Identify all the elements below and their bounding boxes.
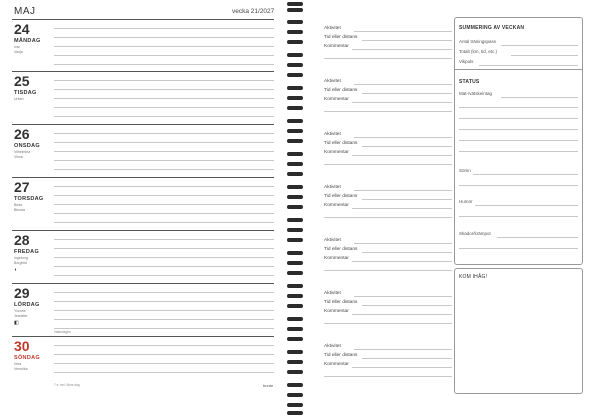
writing-line[interactable] (54, 372, 274, 373)
comment-label: Kommentar (324, 309, 349, 314)
ring-icon (287, 119, 303, 123)
day-number: 30 (14, 338, 30, 354)
ring-icon (287, 261, 303, 265)
writing-line (354, 190, 452, 191)
writing-line (324, 376, 452, 377)
ring-icon (287, 195, 303, 199)
ring-icon (287, 8, 303, 12)
summary-title: SUMMERING AV VECKAN (459, 25, 525, 31)
comment-extra-row[interactable] (324, 371, 452, 381)
name-day-2: Borghild (14, 261, 27, 265)
writing-line[interactable] (54, 55, 274, 56)
comment-label: Kommentar (324, 44, 349, 49)
ring-icon (287, 53, 303, 57)
status-field-injuries: Skador/krämpor (459, 231, 492, 236)
comment-label: Kommentar (324, 150, 349, 155)
ring-icon (287, 152, 303, 156)
writing-line (354, 243, 452, 244)
writing-line[interactable] (54, 266, 274, 267)
writing-line[interactable] (54, 37, 274, 38)
ring-icon (287, 350, 303, 354)
ring-icon (287, 393, 303, 397)
day-name: TISDAG (14, 90, 37, 96)
comment-label: Kommentar (324, 97, 349, 102)
spiral-binding (285, 0, 305, 418)
ring-icon (287, 327, 303, 331)
ring-icon (287, 251, 303, 255)
time-label: Tid eller distans (324, 247, 358, 252)
name-day-1: Ivar (14, 45, 20, 49)
brand-logo: burde (263, 383, 274, 388)
ring-icon (287, 337, 303, 341)
writing-line (354, 349, 452, 350)
day-number: 26 (14, 126, 30, 142)
ring-icon (287, 106, 303, 110)
day-separator (12, 177, 274, 178)
writing-line[interactable] (54, 28, 274, 29)
ring-icon (287, 271, 303, 275)
day-name: FREDAG (14, 249, 40, 255)
writing-line[interactable] (473, 174, 578, 175)
week-footnote: 7 e. trel. Mors dag (54, 383, 80, 387)
day-separator (12, 230, 274, 231)
ring-icon (287, 63, 303, 67)
ring-icon (287, 2, 303, 6)
ring-icon (287, 238, 303, 242)
writing-line (362, 40, 452, 41)
ring-icon (287, 185, 303, 189)
writing-line[interactable] (54, 89, 274, 90)
day-block-25 (0, 71, 284, 124)
writing-line[interactable] (54, 222, 274, 223)
writing-line (354, 137, 452, 138)
day-number: 27 (14, 179, 30, 195)
writing-line (324, 217, 452, 218)
ring-icon (287, 403, 303, 407)
day-block-28 (0, 230, 284, 283)
writing-line[interactable] (54, 98, 274, 99)
day-separator (12, 71, 274, 72)
name-day-2: Vilma (14, 155, 23, 159)
right-page (306, 0, 590, 418)
time-label: Tid eller distans (324, 35, 358, 40)
week-label: vecka 21/2027 (232, 8, 275, 15)
writing-line[interactable] (459, 118, 578, 119)
writing-line (352, 208, 452, 209)
day-separator (12, 336, 274, 337)
ring-icon (287, 96, 303, 100)
reminder-box[interactable] (454, 268, 583, 394)
writing-line[interactable] (54, 195, 274, 196)
ring-icon (287, 294, 303, 298)
name-day-2: Blenda (14, 208, 25, 212)
writing-line[interactable] (54, 64, 274, 65)
writing-line[interactable] (54, 310, 274, 311)
name-day-1: Ingeborg (14, 256, 28, 260)
writing-line[interactable] (459, 248, 578, 249)
writing-line (354, 296, 452, 297)
day-separator (12, 283, 274, 284)
time-label: Tid eller distans (324, 88, 358, 93)
writing-line[interactable] (497, 237, 578, 238)
writing-line (362, 358, 452, 359)
writing-line[interactable] (54, 204, 274, 205)
status-field-mood: Humör (459, 199, 473, 204)
writing-line (362, 252, 452, 253)
day-name: MÅNDAG (14, 38, 41, 44)
writing-line[interactable] (54, 239, 274, 240)
activity-label: Aktivitet (324, 132, 341, 137)
writing-line[interactable] (475, 205, 578, 206)
status-field-sleep: Sömn (459, 168, 471, 173)
writing-line (362, 199, 452, 200)
ring-icon (287, 304, 303, 308)
writing-line (324, 164, 452, 165)
writing-line[interactable] (54, 257, 274, 258)
writing-line (352, 49, 452, 50)
writing-line[interactable] (54, 46, 274, 47)
ring-icon (287, 20, 303, 24)
writing-line (352, 102, 452, 103)
comment-extra-row[interactable] (324, 53, 452, 63)
writing-line[interactable] (54, 248, 274, 249)
writing-line (352, 367, 452, 368)
activity-label: Aktivitet (324, 291, 341, 296)
activity-label: Aktivitet (324, 79, 341, 84)
ring-icon (287, 73, 303, 77)
writing-line[interactable] (54, 319, 274, 320)
ring-icon (287, 228, 303, 232)
ring-icon (287, 317, 303, 321)
comment-label: Kommentar (324, 362, 349, 367)
name-day-1: Yvonne (14, 309, 26, 313)
day-number: 28 (14, 232, 30, 248)
writing-line[interactable] (501, 45, 578, 46)
writing-line (324, 323, 452, 324)
activity-label: Aktivitet (324, 26, 341, 31)
summary-field-total: Totalt (km, tid, etc.) (459, 49, 498, 54)
day-block-30 (0, 336, 284, 389)
writing-line[interactable] (459, 129, 578, 130)
name-day-1: Urban (14, 97, 24, 101)
ring-icon (287, 129, 303, 133)
comment-extra-row[interactable] (324, 212, 452, 222)
month-title: MAJ (14, 6, 36, 17)
day-number: 29 (14, 285, 30, 301)
left-page (0, 0, 284, 418)
ring-icon (287, 162, 303, 166)
comment-label: Kommentar (324, 256, 349, 261)
writing-line (324, 270, 452, 271)
day-separator (12, 124, 274, 125)
section-divider (455, 69, 582, 70)
day-block-27 (0, 177, 284, 230)
summary-field-pulse: Vikpuls (459, 59, 474, 64)
ring-icon (287, 218, 303, 222)
writing-line[interactable] (479, 65, 578, 66)
writing-line (352, 261, 452, 262)
day-name: ONSDAG (14, 143, 40, 149)
activity-label: Aktivitet (324, 185, 341, 190)
ring-icon (287, 172, 303, 176)
time-label: Tid eller distans (324, 141, 358, 146)
writing-line[interactable] (54, 142, 274, 143)
writing-line (324, 58, 452, 59)
writing-line[interactable] (54, 345, 274, 346)
holiday-note: Vattenlagen (54, 330, 71, 334)
day-separator (12, 19, 274, 20)
writing-line[interactable] (54, 213, 274, 214)
comment-extra-row[interactable] (324, 106, 452, 116)
ring-icon (287, 139, 303, 143)
writing-line (324, 111, 452, 112)
writing-line[interactable] (54, 328, 274, 329)
writing-line[interactable] (54, 292, 274, 293)
writing-line (354, 31, 452, 32)
ring-icon (287, 30, 303, 34)
name-day-1: Beda (14, 203, 23, 207)
writing-line[interactable] (54, 116, 274, 117)
writing-line[interactable] (459, 151, 578, 152)
writing-line[interactable] (54, 133, 274, 134)
comment-extra-row[interactable] (324, 159, 452, 169)
day-number: 24 (14, 21, 30, 37)
writing-line (362, 305, 452, 306)
ring-icon (287, 360, 303, 364)
writing-line[interactable] (54, 354, 274, 355)
summary-field-sessions: Antal träningspass (459, 39, 497, 44)
writing-line (352, 155, 452, 156)
writing-line[interactable] (511, 55, 578, 56)
writing-line (352, 314, 452, 315)
time-label: Tid eller distans (324, 300, 358, 305)
moon-phase-icon: ◗ (14, 267, 18, 273)
name-day-1: Vera (14, 362, 22, 366)
day-name: SÖNDAG (14, 355, 40, 361)
reminder-title: KOM IHÅG! (459, 274, 488, 280)
ring-icon (287, 205, 303, 209)
writing-line (362, 146, 452, 147)
ring-icon (287, 40, 303, 44)
comment-label: Kommentar (324, 203, 349, 208)
comment-extra-row[interactable] (324, 265, 452, 275)
writing-line[interactable] (459, 107, 578, 108)
activity-label: Aktivitet (324, 238, 341, 243)
moon-phase-icon: ◧ (14, 320, 19, 326)
name-day-1: Vilhelmina (14, 150, 31, 154)
day-block-29 (0, 283, 284, 336)
ring-icon (287, 383, 303, 387)
writing-line[interactable] (54, 301, 274, 302)
writing-line (362, 93, 452, 94)
writing-line[interactable] (501, 97, 578, 98)
writing-line[interactable] (54, 186, 274, 187)
time-label: Tid eller distans (324, 194, 358, 199)
ring-icon (287, 86, 303, 90)
name-day-2: Vanja (14, 50, 23, 54)
writing-line[interactable] (459, 216, 578, 217)
day-name: TORSDAG (14, 196, 44, 202)
ring-icon (287, 411, 303, 415)
writing-line[interactable] (54, 107, 274, 108)
status-field-food: Mat-/vätskeintag (459, 91, 493, 96)
writing-line[interactable] (459, 140, 578, 141)
time-label: Tid eller distans (324, 353, 358, 358)
summary-status-box (454, 17, 583, 265)
name-day-2: Jeanette (14, 314, 28, 318)
writing-line[interactable] (54, 363, 274, 364)
activity-label: Aktivitet (324, 344, 341, 349)
writing-line[interactable] (54, 169, 274, 170)
status-title: STATUS (459, 79, 480, 85)
name-day-2: Veronika (14, 367, 28, 371)
writing-line[interactable] (459, 185, 578, 186)
writing-line (354, 84, 452, 85)
writing-line[interactable] (54, 160, 274, 161)
comment-extra-row[interactable] (324, 318, 452, 328)
day-number: 25 (14, 73, 30, 89)
ring-icon (287, 284, 303, 288)
day-name: LÖRDAG (14, 302, 40, 308)
day-block-26 (0, 124, 284, 177)
writing-line[interactable] (54, 151, 274, 152)
writing-line[interactable] (54, 275, 274, 276)
writing-line[interactable] (54, 80, 274, 81)
ring-icon (287, 370, 303, 374)
day-block-24 (0, 19, 284, 71)
